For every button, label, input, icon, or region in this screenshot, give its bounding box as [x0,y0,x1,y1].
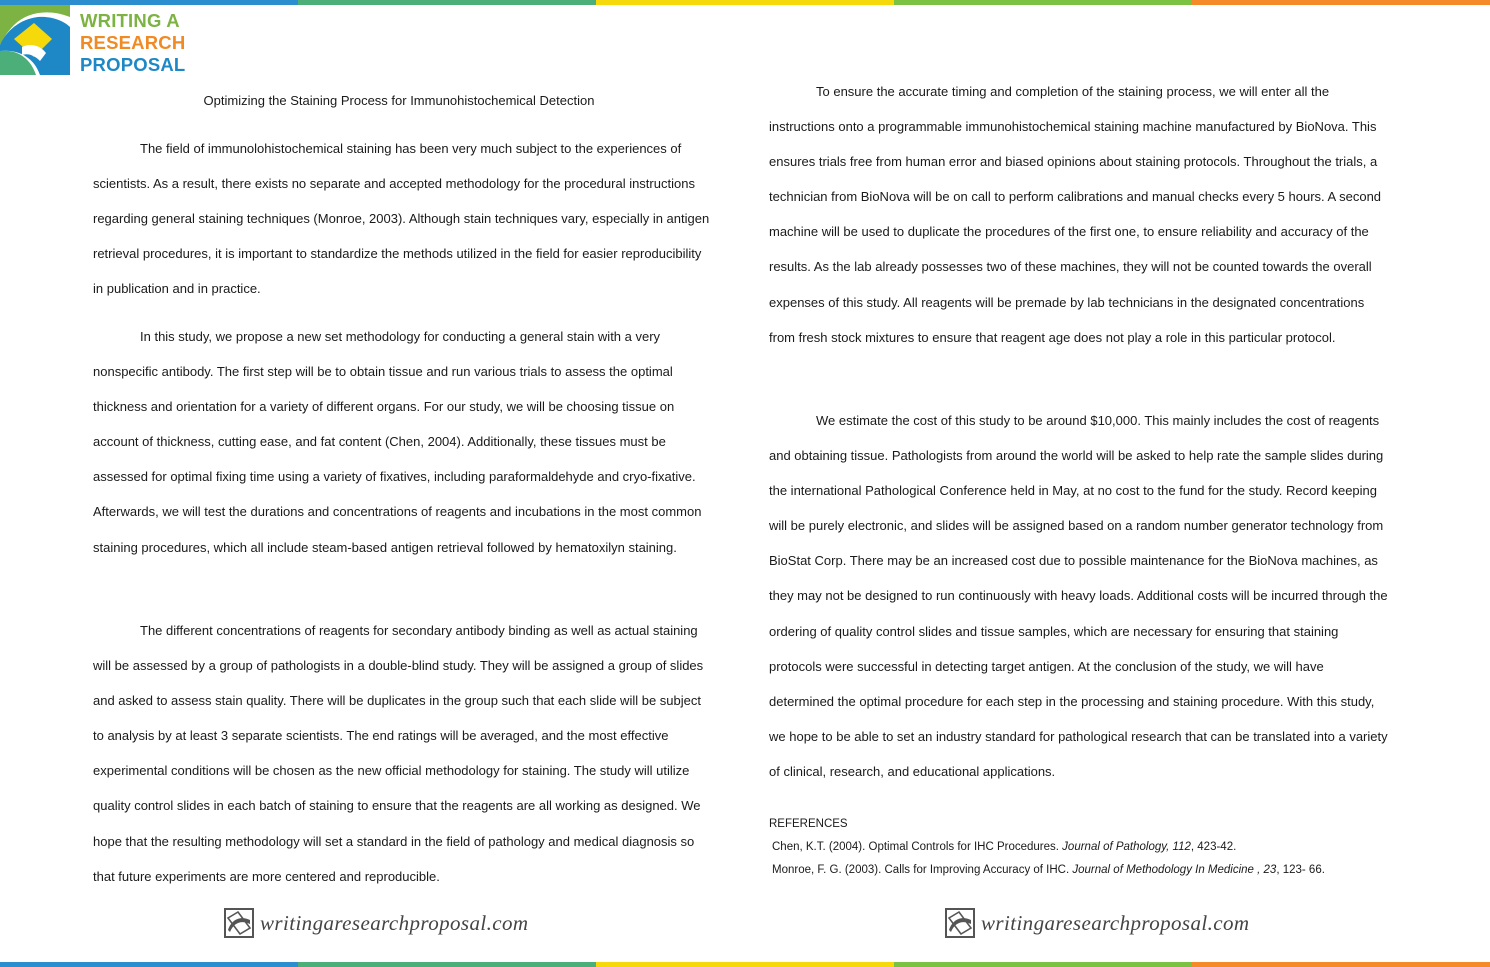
stripe-segment [298,0,596,5]
logo-wordmark [80,10,185,76]
stripe-segment [596,0,894,5]
reference-text: Monroe, F. G. (2003). Calls for Improving Accuracy of IHC. [772,864,1073,876]
reference-item [772,864,1325,876]
stripe-segment [1192,0,1490,5]
site-url[interactable]: writingaresearchproposal.com [260,910,529,935]
bottom-color-stripe [0,962,1490,967]
footer-right[interactable] [945,906,1249,940]
logo-icon [0,5,70,75]
reference-pages: , 423-42. [1190,841,1237,853]
document-title: Optimizing the Staining Process for Immunohistochemical Detection [203,93,595,108]
references-heading: REFERENCES [769,818,848,830]
logo-line-3: PROPOSAL [80,54,186,75]
paragraph-5: We estimate the cost of this study to be around $10,000. This mainly includes the cost of reagents and obtaining tissue. Pathologists from around the world will be asked to help rate the sample slides during the international Pathological Conference held in May, at no cost to the fund for the study. Record keeping will be purely electronic, and slides will be assigned based on a random number generator technology from BioStat Corp. There may be an increased cost due to possible maintenance for the BioNova machines, as they may not be designed to run continuously with heavy loads. Additional costs will be incurred through the ordering of quality control slides and tissue samples, which are necessary for ensuring that staining protocols were successful in detecting target antigen. At the conclusion of the study, we will have determined the optimal procedure for each step in the processing and staining procedure. With this study, we hope to be able to set an industry standard for pathological research that can be translated into a variety of clinical, research, and educational applications. [769,413,1388,779]
logo-line-2: RESEARCH [80,32,186,53]
stripe-segment [894,0,1192,5]
stripe-segment [1192,962,1490,967]
top-color-stripe [0,0,1490,5]
reference-journal: Journal of Methodology In Medicine , 23 [1072,864,1277,876]
stripe-segment [596,962,894,967]
site-url[interactable]: writingaresearchproposal.com [981,910,1250,935]
paragraph-1: The field of immunolohistochemical staining has been very much subject to the experiences of scientists. As a result, there exists no separate and accepted methodology for the procedural instructions regarding general staining techniques (Monroe, 2003). Although stain techniques vary, especially in antigen retrieval procedures, it is important to standardize the methods utilized in the field for easier reproducibility in publication and in practice. [93,141,710,297]
reference-text: Chen, K.T. (2004). Optimal Controls for IHC Procedures. [772,841,1063,853]
stripe-segment [0,962,298,967]
reference-journal: Journal of Pathology, 112 [1062,841,1191,853]
brand-logo[interactable] [0,5,190,77]
logo-line-1: WRITING A [80,10,180,31]
stripe-segment [298,962,596,967]
paragraph-4: To ensure the accurate timing and completion of the staining process, we will enter all the instructions onto a programmable immunohistochemical staining machine manufactured by BioNova. This ensures trials free from human error and biased opinions about staining protocols. Throughout the trials, a technician from BioNova will be on call to perform calibrations and manual checks every 5 hours. A second machine will be used to duplicate the procedures of the first one, to ensure reliability and accuracy of the results. As the lab already possesses two of these machines, they will not be counted towards the overall expenses of this study. All reagents will be premade by lab technicians in the designated concentrations from fresh stock mixtures to ensure that reagent age does not play a role in this particular protocol. [769,84,1382,345]
footer-left[interactable] [224,906,528,940]
site-mark-icon [224,908,254,938]
reference-pages: , 123- 66. [1276,864,1325,876]
paragraph-3: The different concentrations of reagents for secondary antibody binding as well as actual staining will be assessed by a group of pathologists in a double-blind study. They will be assigned a group of slides and asked to assess stain quality. There will be duplicates in the group such that each slide will be subject to analysis by at least 3 separate scientists. The end ratings will be averaged, and the most effective experimental conditions will be chosen as the new official methodology for staining. The study will utilize quality control slides in each batch of staining to ensure that the reagents are all working as designed. We hope that the resulting methodology will set a standard in the field of pathology and medical diagnosis so that future experiments are more centered and reproducible. [93,623,704,884]
site-mark-icon [945,908,975,938]
paragraph-2: In this study, we propose a new set methodology for conducting a general stain with a very nonspecific antibody. The first step will be to obtain tissue and run various trials to assess the optimal thickness and orientation for a variety of different organs. For our study, we will be choosing tissue on account of thickness, cutting ease, and fat content (Chen, 2004). Additionally, these tissues must be assessed for optimal fixing time using a variety of fixatives, including paraformaldehyde and cryo-fixative. Afterwards, we will test the durations and concentrations of reagents and incubations in the most common staining procedures, which all include steam-based antigen retrieval followed by hematoxilyn staining. [93,329,702,555]
reference-item [772,841,1236,853]
stripe-segment [894,962,1192,967]
